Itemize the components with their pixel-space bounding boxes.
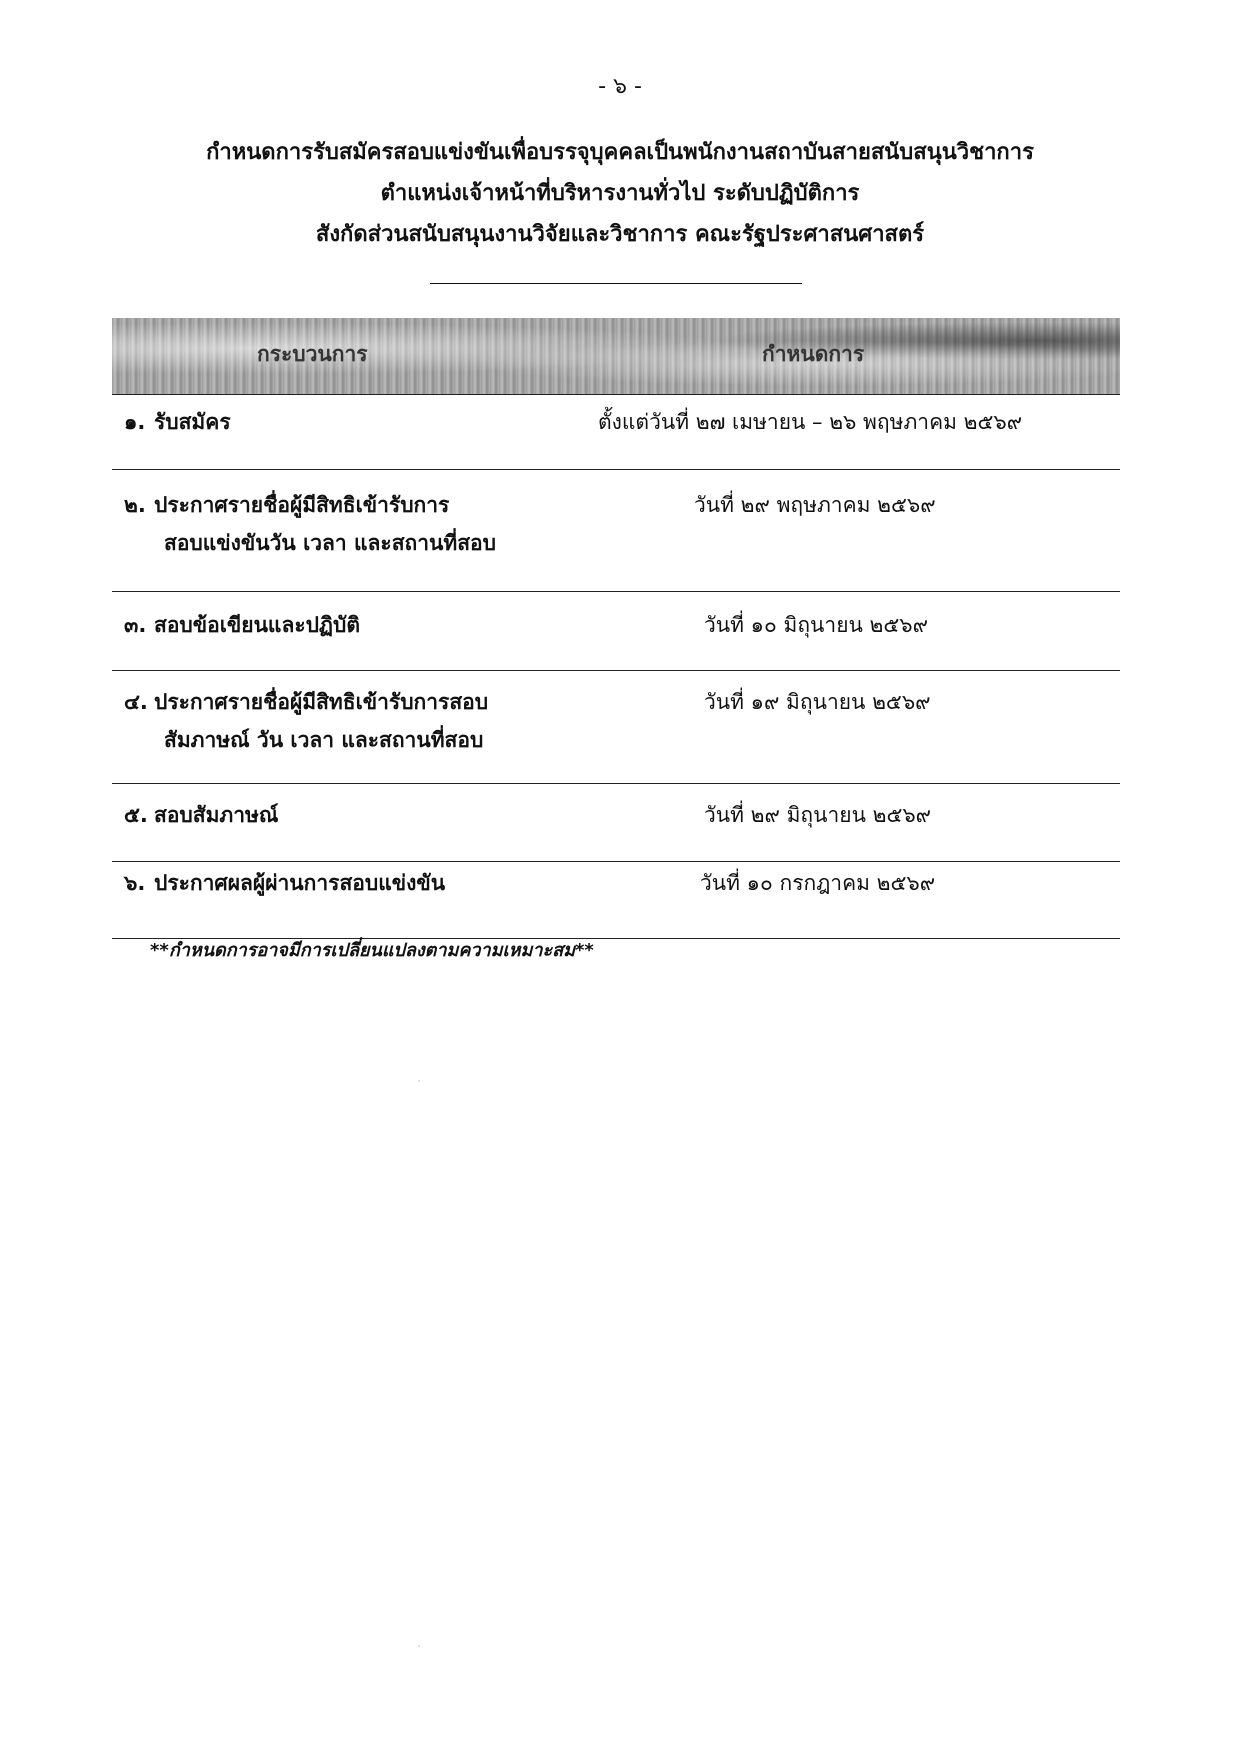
row-date: วันที่ ๒๙ พฤษภาคม ๒๕๖๙ bbox=[694, 493, 936, 517]
row-number: ๔. bbox=[124, 690, 148, 714]
row-date: วันที่ ๒๙ มิถุนายน ๒๕๖๙ bbox=[704, 803, 932, 827]
row-process-line: สัมภาษณ์ วัน เวลา และสถานที่สอบ bbox=[164, 728, 484, 752]
header-process: กระบวนการ bbox=[257, 342, 368, 366]
table-row bbox=[112, 470, 1120, 592]
row-process-line: รับสมัคร bbox=[154, 410, 231, 434]
footnote: **กำหนดการอาจมีการเปลี่ยนแปลงตามความเหมาะสม** bbox=[150, 940, 594, 961]
table-row bbox=[112, 862, 1120, 939]
page-number: - ๖ - bbox=[598, 74, 642, 99]
row-number: ๓. bbox=[124, 613, 147, 637]
row-process-line: ประกาศรายชื่อผู้มีสิทธิเข้ารับการสอบ bbox=[154, 690, 489, 714]
table-header bbox=[112, 318, 1120, 395]
row-number: ๒. bbox=[124, 493, 146, 517]
schedule-table bbox=[112, 318, 1120, 939]
row-number: ๖. bbox=[124, 871, 146, 895]
row-process-line: สอบแข่งขันวัน เวลา และสถานที่สอบ bbox=[164, 531, 496, 555]
row-process-line: สอบสัมภาษณ์ bbox=[154, 803, 279, 827]
header-schedule: กำหนดการ bbox=[762, 342, 865, 366]
row-number: ๑. bbox=[124, 410, 146, 434]
row-process-line: สอบข้อเขียนและปฏิบัติ bbox=[154, 613, 361, 637]
row-number: ๕. bbox=[124, 803, 148, 827]
row-date: วันที่ ๑๙ มิถุนายน ๒๕๖๙ bbox=[704, 690, 931, 714]
row-process bbox=[154, 486, 496, 562]
row-date: ตั้งแต่วันที่ ๒๗ เมษายน – ๒๖ พฤษภาคม ๒๕๖๙ bbox=[598, 410, 1023, 434]
row-process bbox=[154, 864, 445, 902]
table-row bbox=[112, 395, 1120, 470]
scan-speck bbox=[418, 1080, 420, 1082]
title-underline bbox=[430, 283, 802, 284]
row-process bbox=[154, 403, 231, 441]
row-process-line: ประกาศผลผู้ผ่านการสอบแข่งขัน bbox=[154, 871, 446, 895]
row-process bbox=[154, 796, 278, 834]
row-process-line: ประกาศรายชื่อผู้มีสิทธิเข้ารับการ bbox=[154, 493, 450, 517]
row-process bbox=[154, 683, 488, 759]
title-line-1: กำหนดการรับสมัครสอบแข่งขันเพื่อบรรจุบุคคลเป็นพนักงานสถาบันสายสนับสนุนวิชาการ bbox=[206, 140, 1034, 165]
table-row bbox=[112, 784, 1120, 862]
title-line-3: สังกัดส่วนสนับสนุนงานวิจัยและวิชาการ คณะรัฐประศาสนศาสตร์ bbox=[315, 222, 925, 247]
scan-speck bbox=[418, 1645, 420, 1647]
title-line-2: ตำแหน่งเจ้าหน้าที่บริหารงานทั่วไป ระดับปฏิบัติการ bbox=[380, 181, 860, 206]
table-row bbox=[112, 671, 1120, 784]
table-row bbox=[112, 592, 1120, 671]
document-title bbox=[0, 132, 1240, 255]
row-process bbox=[154, 606, 360, 644]
row-date: วันที่ ๑๐ กรกฎาคม ๒๕๖๙ bbox=[700, 871, 936, 895]
row-date: วันที่ ๑๐ มิถุนายน ๒๕๖๙ bbox=[704, 613, 928, 637]
